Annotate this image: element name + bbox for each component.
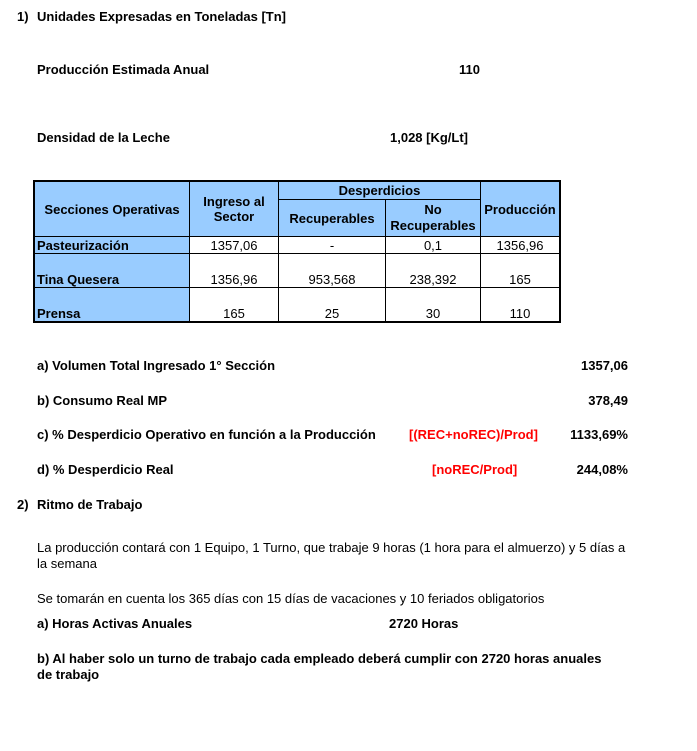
table-row xyxy=(34,254,560,288)
cell-no-recuperables: 238,392 xyxy=(386,254,481,288)
row-name: Pasteurización xyxy=(34,237,190,254)
header-secciones: Secciones Operativas xyxy=(34,181,190,237)
paragraph-1-line-1: La producción contará con 1 Equipo, 1 Turno, que trabaje 9 horas (1 hora para el almuerzo) y 5 días a xyxy=(37,540,626,555)
result-d-value: 244,08% xyxy=(576,462,628,477)
result-a-value: 1357,06 xyxy=(581,358,628,373)
row-name: Tina Quesera xyxy=(34,254,190,288)
table-row xyxy=(34,288,560,322)
header-no-recuperables: No Recuperables xyxy=(386,200,481,237)
conclusion-line-2: de trabajo xyxy=(37,667,100,682)
header-recuperables: Recuperables xyxy=(279,200,386,237)
produccion-label: Producción Estimada Anual xyxy=(37,62,210,77)
table-row xyxy=(34,237,560,254)
cell-produccion: 1356,96 xyxy=(481,237,561,254)
cell-no-recuperables: 0,1 xyxy=(386,237,481,254)
cell-recuperables: 953,568 xyxy=(279,254,386,288)
header-desperdicios: Desperdicios xyxy=(279,181,481,200)
row-name: Prensa xyxy=(34,288,190,322)
result-c-label: c) % Desperdicio Operativo en función a la Producción xyxy=(37,427,376,442)
paragraph-2: Se tomarán en cuenta los 365 días con 15 días de vacaciones y 10 feriados obligatorios xyxy=(37,591,545,606)
header-produccion: Producción xyxy=(481,181,561,237)
result-c-value: 1133,69% xyxy=(570,427,628,442)
cell-ingreso: 1357,06 xyxy=(190,237,279,254)
produccion-value: 110 xyxy=(459,62,480,77)
conclusion-line-1: b) Al haber solo un turno de trabajo cada empleado deberá cumplir con 2720 horas anuales xyxy=(37,651,602,666)
operations-table xyxy=(33,180,561,323)
result-c-formula: [(REC+noREC)/Prod] xyxy=(409,427,538,442)
horas-activas-value: 2720 Horas xyxy=(389,616,459,631)
densidad-value: 1,028 [Kg/Lt] xyxy=(390,130,469,145)
cell-produccion: 165 xyxy=(481,254,561,288)
paragraph-1-line-2: la semana xyxy=(37,556,97,571)
cell-no-recuperables: 30 xyxy=(386,288,481,322)
cell-recuperables: - xyxy=(279,237,386,254)
cell-ingreso: 1356,96 xyxy=(190,254,279,288)
horas-activas-label: a) Horas Activas Anuales xyxy=(37,616,193,631)
header-ingreso: Ingreso al Sector xyxy=(190,181,279,237)
cell-produccion: 110 xyxy=(481,288,561,322)
result-a-label: a) Volumen Total Ingresado 1° Sección xyxy=(37,358,276,373)
cell-ingreso: 165 xyxy=(190,288,279,322)
section2-title: Ritmo de Trabajo xyxy=(37,497,143,512)
densidad-label: Densidad de la Leche xyxy=(37,130,170,145)
section2-number: 2) xyxy=(17,497,29,512)
section-number: 1) xyxy=(17,9,29,24)
result-d-formula: [noREC/Prod] xyxy=(432,462,518,477)
result-b-value: 378,49 xyxy=(588,393,628,408)
section-title: Unidades Expresadas en Toneladas [Tn] xyxy=(37,9,286,24)
result-b-label: b) Consumo Real MP xyxy=(37,393,168,408)
cell-recuperables: 25 xyxy=(279,288,386,322)
result-d-label: d) % Desperdicio Real xyxy=(37,462,174,477)
